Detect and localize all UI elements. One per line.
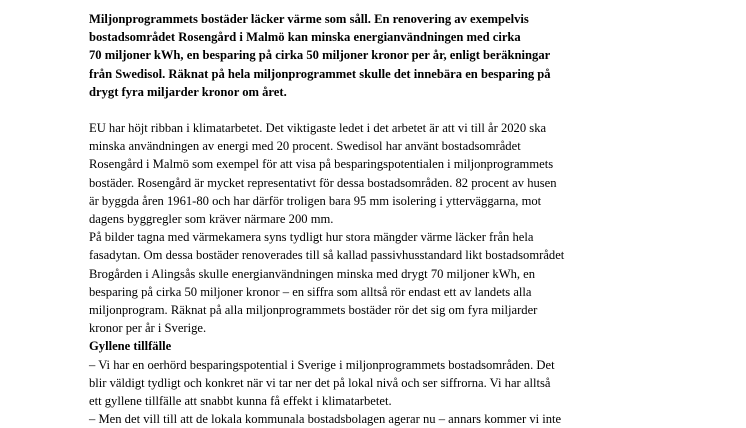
text-line: dagens byggregler som kräver närmare 200 mm. [89,212,334,227]
body-paragraph-1 [89,119,689,228]
text-line: är byggda åren 1961-80 och har därför troligen bara 95 mm isolering i ytterväggarna, mot [89,193,542,208]
body-paragraph-3 [89,356,689,428]
ingress-line: Miljonprogrammets bostäder läcker värme som såll. En renovering av exempelvis [89,12,529,26]
text-line: Brogården i Alingsås skulle energianvändningen minska med drygt 70 miljoner kWh, en [89,266,536,281]
ingress-paragraph [89,10,689,101]
ingress-line: 70 miljoner kWh, en besparing på cirka 50 miljoner kronor per år, enligt beräkningar [89,48,551,63]
text-line: besparing på cirka 50 miljoner kronor – en siffra som alltså rör endast ett av landets alla [89,284,532,299]
text-line: ett gyllene tillfälle att snabbt kunna få effekt i klimatarbetet. [89,394,392,409]
document-page [89,10,689,428]
ingress-line: bostadsområdet Rosengård i Malmö kan minska energianvändningen med cirka [89,30,521,45]
text-line: bostäder. Rosengård är mycket representativt för dessa bostadsområden. 82 procent av husen [89,175,557,190]
text-line: – Vi har en oerhörd besparingspotential i Sverige i miljonprogrammets bostadsområden. Det [89,357,555,372]
text-line: fasadytan. Om dessa bostäder renoverades till så kallad passivhusstandard likt bostadsområdet [89,248,565,263]
text-line: – Men det vill till att de lokala kommunala bostadsbolagen agerar nu – annars kommer vi inte [89,412,562,427]
text-line: EU har höjt ribban i klimatarbetet. Det viktigaste ledet i det arbetet är att vi till år 2020 ska [89,121,547,136]
section-heading: Gyllene tillfälle [89,339,172,354]
body-paragraph-2 [89,228,689,337]
text-line: På bilder tagna med värmekamera syns tydligt hur stora mängder värme läcker från hela [89,230,534,245]
text-line: Rosengård i Malmö som exempel för att visa på besparingspotentialen i miljonprogrammets [89,157,554,172]
text-line: miljonprogram. Räknat på alla miljonprogrammets bostäder rör det sig om fyra miljarder [89,303,538,318]
ingress-line: från Swedisol. Räknat på hela miljonprogrammet skulle det innebära en besparing på [89,66,551,81]
ingress-line: drygt fyra miljarder kronor om året. [89,84,287,99]
article-body [89,119,689,428]
text-line: blir väldigt tydligt och konkret när vi tar ner det på lokal nivå och ser siffrorna. Vi har alltså [89,375,551,390]
text-line: kronor per år i Sverige. [89,321,207,336]
text-line: minska användningen av energi med 20 procent. Swedisol har använt bostadsområdet [89,139,521,154]
